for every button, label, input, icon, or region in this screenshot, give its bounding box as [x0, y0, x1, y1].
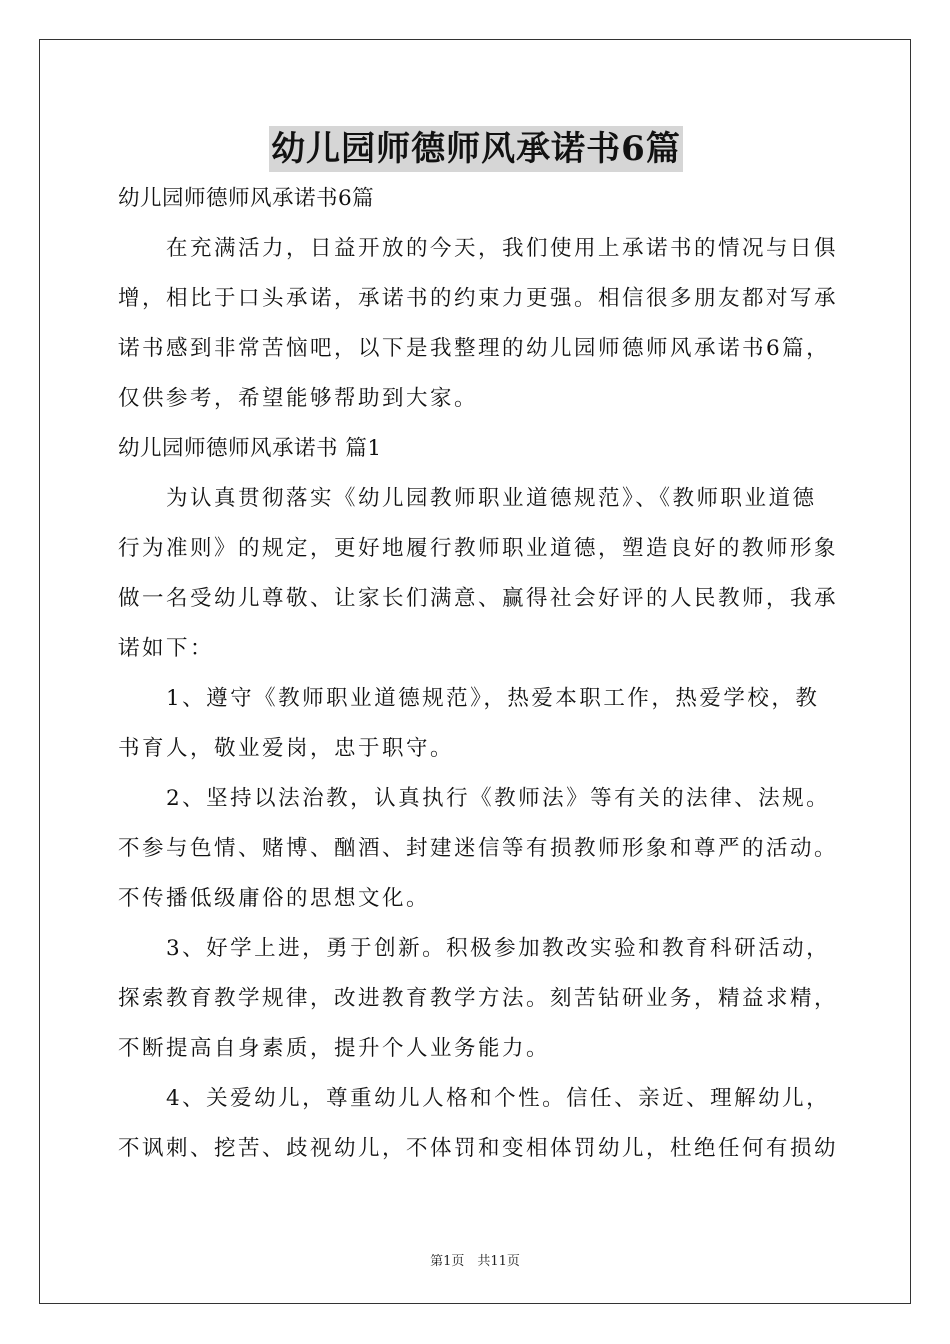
body-line: 为认真贯彻落实《幼儿园教师职业道德规范》、《教师职业道德	[118, 486, 817, 511]
body-line: 诺如下：	[118, 636, 215, 661]
document-subtitle: 幼儿园师德师风承诺书6篇	[118, 186, 375, 211]
body-line: 行为准则》的规定，更好地履行教师职业道德，塑造良好的教师形象	[118, 536, 839, 561]
page-border	[39, 39, 911, 1304]
body-line: 不参与色情、赌博、酗酒、封建迷信等有损教师形象和尊严的活动。	[118, 836, 839, 861]
body-line: 不传播低级庸俗的思想文化。	[118, 886, 431, 911]
intro-line: 诺书感到非常苦恼吧，以下是我整理的幼儿园师德师风承诺书6篇，	[118, 336, 831, 361]
body-line: 4、关爱幼儿，尊重幼儿人格和个性。信任、亲近、理解幼儿，	[118, 1086, 831, 1111]
body-line: 2、坚持以法治教，认真执行《教师法》等有关的法律、法规。	[118, 786, 831, 811]
title-wrap	[118, 126, 834, 172]
body-line: 做一名受幼儿尊敬、让家长们满意、赢得社会好评的人民教师，我承	[118, 586, 839, 611]
body-line: 探索教育教学规律，改进教育教学方法。刻苦钻研业务，精益求精，	[118, 986, 839, 1011]
body-line: 书育人，敬业爱岗，忠于职守。	[118, 736, 455, 761]
body-line: 1、遵守《教师职业道德规范》，热爱本职工作，热爱学校，教	[118, 686, 820, 711]
body-line: 3、好学上进，勇于创新。积极参加教改实验和教育科研活动，	[118, 936, 831, 961]
page-number: 第1页 共11页	[430, 1254, 520, 1269]
intro-line: 在充满活力，日益开放的今天，我们使用上承诺书的情况与日俱	[118, 236, 839, 261]
body-line: 不讽刺、挖苦、歧视幼儿，不体罚和变相体罚幼儿，杜绝任何有损幼	[118, 1136, 839, 1161]
body-line: 不断提高自身素质，提升个人业务能力。	[118, 1036, 551, 1061]
intro-line: 仅供参考，希望能够帮助到大家。	[118, 386, 479, 411]
intro-line: 增，相比于口头承诺，承诺书的约束力更强。相信很多朋友都对写承	[118, 286, 839, 311]
document-title: 幼儿园师德师风承诺书6篇	[269, 126, 683, 172]
section-heading: 幼儿园师德师风承诺书 篇1	[118, 436, 382, 461]
